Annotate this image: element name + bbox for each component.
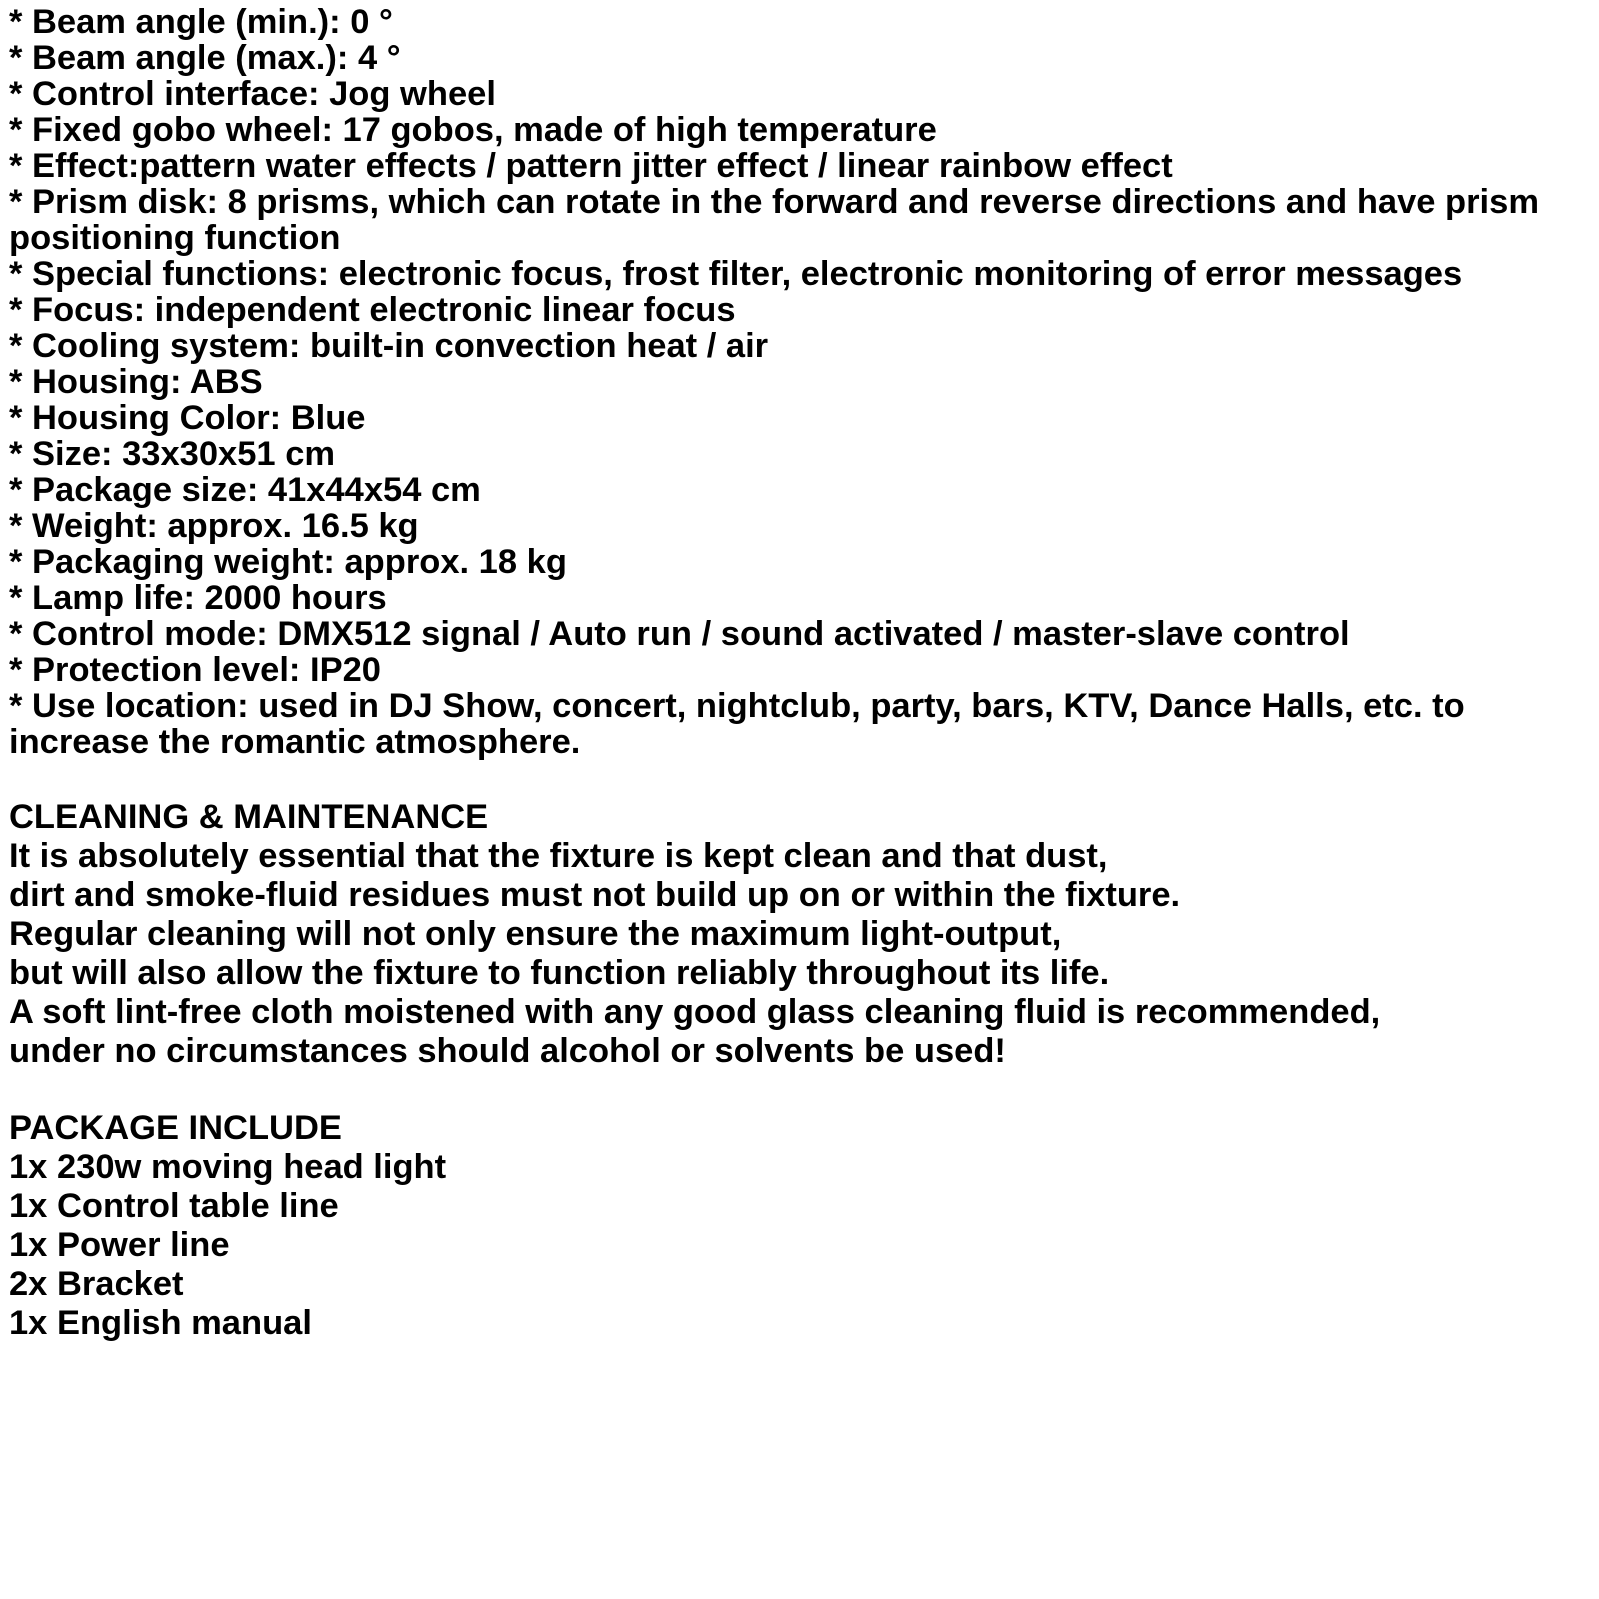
package-item: 1x 230w moving head light bbox=[9, 1148, 447, 1186]
spec-focus: * Focus: independent electronic linear focus bbox=[9, 291, 736, 329]
spec-special-functions: * Special functions: electronic focus, frost filter, electronic monitoring of error messages bbox=[9, 255, 1463, 293]
spec-effect: * Effect:pattern water effects / pattern jitter effect / linear rainbow effect bbox=[9, 147, 1173, 185]
spec-protection-level: * Protection level: IP20 bbox=[9, 651, 381, 689]
cleaning-section bbox=[9, 798, 1599, 1071]
spec-lamp-life: * Lamp life: 2000 hours bbox=[9, 579, 387, 617]
cleaning-line: A soft lint-free cloth moistened with any good glass cleaning fluid is recommended, bbox=[9, 993, 1381, 1031]
spec-size: * Size: 33x30x51 cm bbox=[9, 435, 336, 473]
spec-prism-disk: * Prism disk: 8 prisms, which can rotate in the forward and reverse directions and have prism positioning function bbox=[9, 183, 1539, 257]
cleaning-line: but will also allow the fixture to function reliably throughout its life. bbox=[9, 954, 1110, 992]
cleaning-line: under no circumstances should alcohol or solvents be used! bbox=[9, 1032, 1006, 1070]
document bbox=[9, 4, 1599, 1343]
package-item: 1x Power line bbox=[9, 1226, 230, 1264]
spec-control-interface: * Control interface: Jog wheel bbox=[9, 75, 496, 113]
spec-package-size: * Package size: 41x44x54 cm bbox=[9, 471, 481, 509]
package-section bbox=[9, 1109, 1599, 1343]
cleaning-line: dirt and smoke-fluid residues must not build up on or within the fixture. bbox=[9, 876, 1181, 914]
cleaning-line: Regular cleaning will not only ensure the maximum light-output, bbox=[9, 915, 1062, 953]
package-item: 2x Bracket bbox=[9, 1265, 184, 1303]
package-item: 1x Control table line bbox=[9, 1187, 339, 1225]
spec-fixed-gobo-wheel: * Fixed gobo wheel: 17 gobos, made of high temperature bbox=[9, 111, 937, 149]
package-heading: PACKAGE INCLUDE bbox=[9, 1109, 342, 1147]
spec-housing: * Housing: ABS bbox=[9, 363, 263, 401]
spec-housing-color: * Housing Color: Blue bbox=[9, 399, 366, 437]
spec-list bbox=[9, 4, 1599, 760]
spec-control-mode: * Control mode: DMX512 signal / Auto run / sound activated / master-slave control bbox=[9, 615, 1350, 653]
spec-weight: * Weight: approx. 16.5 kg bbox=[9, 507, 419, 545]
spec-packaging-weight: * Packaging weight: approx. 18 kg bbox=[9, 543, 567, 581]
spec-use-location: * Use location: used in DJ Show, concert, nightclub, party, bars, KTV, Dance Halls, etc. to increase the romantic atmosphere. bbox=[9, 687, 1465, 761]
spec-beam-angle-min: * Beam angle (min.): 0 ° bbox=[9, 3, 393, 41]
package-item: 1x English manual bbox=[9, 1304, 312, 1342]
cleaning-line: It is absolutely essential that the fixture is kept clean and that dust, bbox=[9, 837, 1108, 875]
spec-beam-angle-max: * Beam angle (max.): 4 ° bbox=[9, 39, 401, 77]
spec-cooling-system: * Cooling system: built-in convection heat / air bbox=[9, 327, 769, 365]
cleaning-heading: CLEANING & MAINTENANCE bbox=[9, 798, 489, 836]
